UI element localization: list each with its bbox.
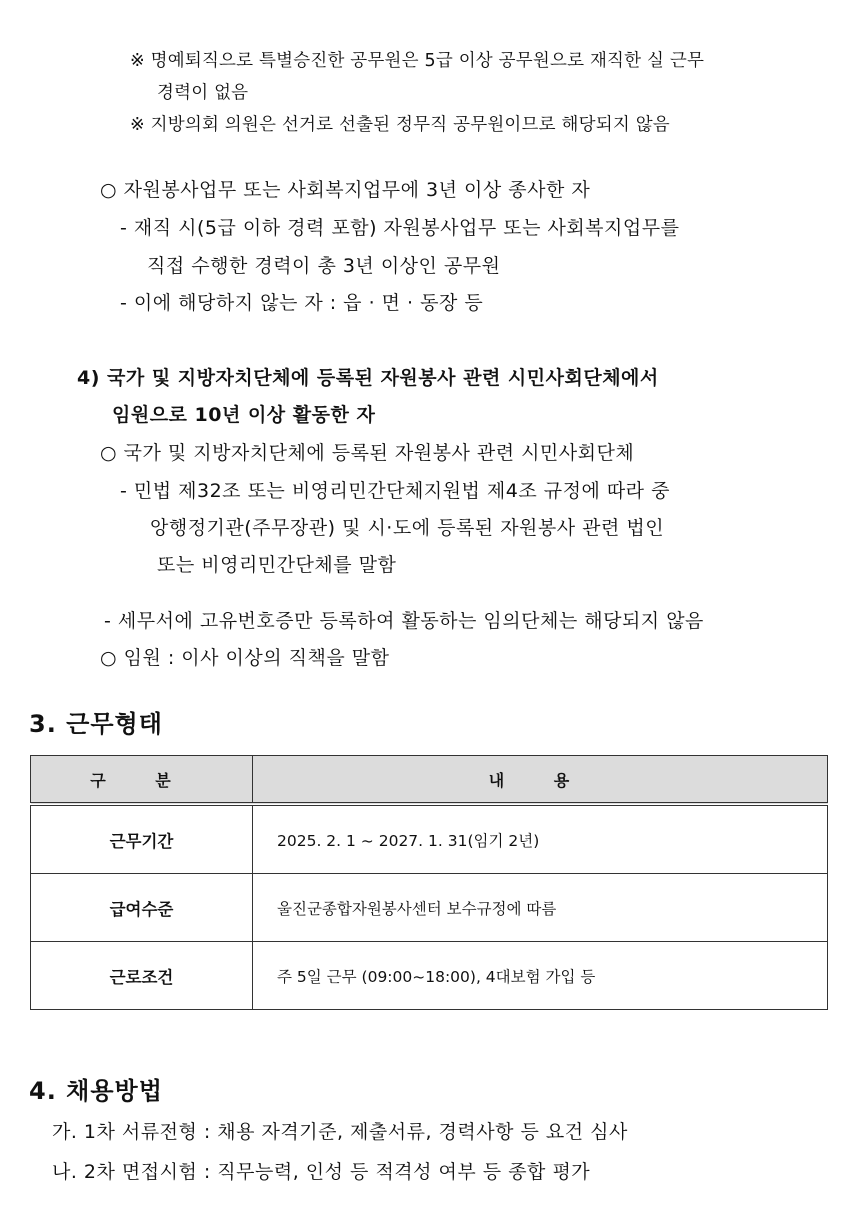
row-category: 근로조건 (31, 942, 253, 1010)
table-header-row (31, 756, 828, 805)
section-3-title: 3. 근무형태 (29, 710, 163, 738)
table-row (31, 942, 828, 1010)
hiring-step-2: 나. 2차 면접시험 : 직무능력, 인성 등 적격성 여부 등 종합 평가 (52, 1161, 591, 1183)
item-volunteer-detail: - 재직 시(5급 이하 경력 포함) 자원봉사업무 또는 사회복지업무를 (120, 217, 680, 239)
table-row (31, 804, 828, 874)
header-category: 구 분 (31, 756, 253, 805)
hiring-step-1: 가. 1차 서류전형 : 채용 자격기준, 제출서류, 경력사항 등 요건 심사 (52, 1121, 628, 1143)
item-volunteer-work: ○ 자원봉사업무 또는 사회복지업무에 3년 이상 종사한 자 (100, 179, 591, 201)
item-civic-group: ○ 국가 및 지방자치단체에 등록된 자원봉사 관련 시민사회단체 (100, 442, 635, 464)
row-content: 울진군종합자원봉사센터 보수규정에 따름 (253, 874, 828, 942)
work-conditions-table (30, 755, 828, 1010)
note-council: ※ 지방의회 의원은 선거로 선출된 정무직 공무원이므로 해당되지 않음 (130, 115, 670, 135)
item-tax-exclusion: - 세무서에 고유번호증만 등록하여 활동하는 임의단체는 해당되지 않음 (104, 610, 704, 632)
section-4-title: 4. 채용방법 (29, 1077, 163, 1105)
table-row (31, 874, 828, 942)
row-content: 주 5일 근무 (09:00~18:00), 4대보험 가입 등 (253, 942, 828, 1010)
row-content: 2025. 2. 1 ~ 2027. 1. 31(임기 2년) (253, 804, 828, 874)
row-category: 급여수준 (31, 874, 253, 942)
item-civic-group-detail-cont: 앙행정기관(주무장관) 및 시·도에 등록된 자원봉사 관련 법인 (150, 517, 665, 539)
item-volunteer-exclusion: - 이에 해당하지 않는 자 : 읍 · 면 · 동장 등 (120, 292, 484, 314)
row-category: 근무기간 (31, 804, 253, 874)
item-officer: ○ 임원 : 이사 이상의 직책을 말함 (100, 647, 390, 669)
header-content: 내 용 (253, 756, 828, 805)
item-civic-group-detail-cont2: 또는 비영리민간단체를 말함 (157, 554, 397, 576)
criterion-4-heading: 4) 국가 및 지방자치단체에 등록된 자원봉사 관련 시민사회단체에서 (77, 367, 659, 389)
note-retirement: ※ 명예퇴직으로 특별승진한 공무원은 5급 이상 공무원으로 재직한 실 근무 (130, 51, 705, 71)
item-civic-group-detail: - 민법 제32조 또는 비영리민간단체지원법 제4조 규정에 따라 중 (120, 480, 670, 502)
criterion-4-heading-cont: 임원으로 10년 이상 활동한 자 (112, 404, 376, 426)
item-volunteer-detail-cont: 직접 수행한 경력이 총 3년 이상인 공무원 (147, 255, 501, 277)
note-retirement-cont: 경력이 없음 (157, 83, 249, 103)
